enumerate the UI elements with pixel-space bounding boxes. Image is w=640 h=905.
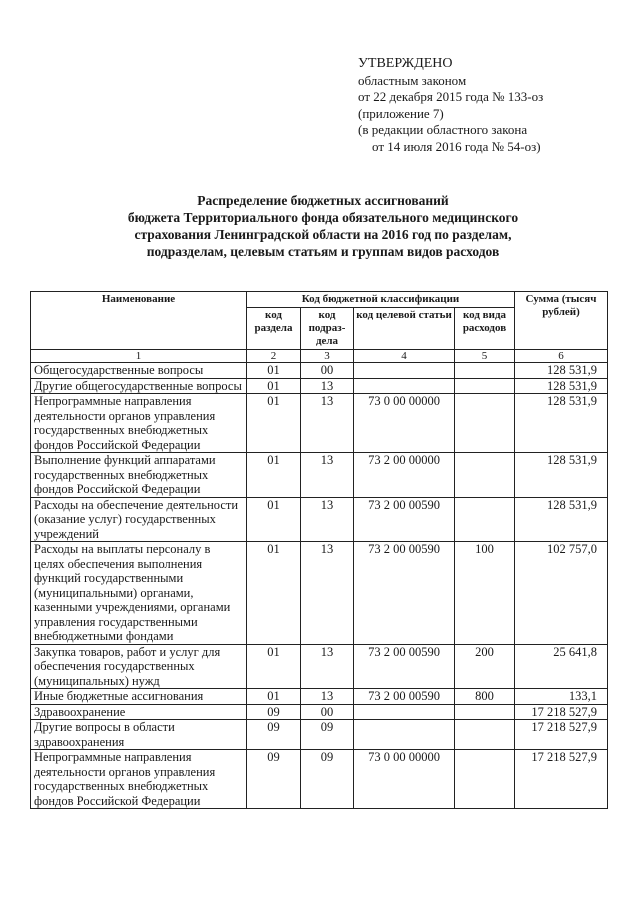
- cell-name: Закупка товаров, работ и услуг для обеспечения государственных (муниципальных) нужд: [31, 644, 247, 689]
- cell-name: Выполнение функций аппаратами государственных внебюджетных фондов Российской Федерации: [31, 453, 247, 498]
- cell-section: 01: [247, 542, 301, 645]
- cell-expense: [455, 497, 515, 542]
- table-row: [31, 689, 608, 705]
- cell-name: Иные бюджетные ассигнования: [31, 689, 247, 705]
- approval-line: (приложение 7): [358, 105, 444, 121]
- header-name: Наименование: [31, 292, 247, 350]
- cell-name: Непрограммные направления деятельности органов управления государственных внебюджетных фондов Российской Федерации: [31, 394, 247, 453]
- approval-stamp: [358, 56, 543, 155]
- title-line: страхования Ленинградской области на 2016 год по разделам,: [134, 227, 512, 242]
- header-classification: Код бюджетной классификации: [247, 292, 515, 308]
- cell-sum: 133,1: [515, 689, 608, 705]
- cell-expense: [455, 394, 515, 453]
- cell-sum: 128 531,9: [515, 363, 608, 379]
- title-line: подразделам, целевым статьям и группам видов расходов: [146, 244, 500, 259]
- cell-subsection: 13: [301, 378, 354, 394]
- table-row: [31, 704, 608, 720]
- table-body: [31, 363, 608, 809]
- table-row: [31, 378, 608, 394]
- cell-target: 73 2 00 00590: [354, 689, 455, 705]
- table-row: [31, 453, 608, 498]
- cell-subsection: 13: [301, 689, 354, 705]
- table-row: [31, 394, 608, 453]
- cell-name: Общегосударственные вопросы: [31, 363, 247, 379]
- column-number: 5: [455, 350, 515, 363]
- cell-sum: 128 531,9: [515, 497, 608, 542]
- cell-name: Здравоохранение: [31, 704, 247, 720]
- title-line: бюджета Территориального фонда обязательного медицинского: [127, 210, 519, 225]
- cell-section: 01: [247, 644, 301, 689]
- approval-line: от 22 декабря 2015 года № 133-оз: [358, 89, 544, 104]
- table-row: [31, 720, 608, 750]
- cell-name: Расходы на обеспечение деятельности (оказание услуг) государственных учреждений: [31, 497, 247, 542]
- cell-subsection: 13: [301, 542, 354, 645]
- cell-subsection: 00: [301, 704, 354, 720]
- cell-target: 73 0 00 00000: [354, 394, 455, 453]
- cell-sum: 128 531,9: [515, 378, 608, 394]
- approval-line: (в редакции областного закона: [358, 122, 528, 137]
- approval-heading: УТВЕРЖДЕНО: [358, 56, 453, 71]
- budget-table: [30, 291, 608, 809]
- table-row: [31, 497, 608, 542]
- cell-subsection: 09: [301, 750, 354, 809]
- column-number: 1: [31, 350, 247, 363]
- cell-sum: 17 218 527,9: [515, 750, 608, 809]
- cell-target: 73 0 00 00000: [354, 750, 455, 809]
- cell-section: 01: [247, 497, 301, 542]
- cell-section: 01: [247, 378, 301, 394]
- cell-target: [354, 720, 455, 750]
- cell-expense: [455, 720, 515, 750]
- cell-expense: [455, 378, 515, 394]
- column-number: 6: [515, 350, 608, 363]
- column-number: 4: [354, 350, 455, 363]
- cell-subsection: 13: [301, 497, 354, 542]
- table-row: [31, 363, 608, 379]
- cell-section: 01: [247, 394, 301, 453]
- cell-section: 01: [247, 453, 301, 498]
- cell-target: 73 2 00 00590: [354, 542, 455, 645]
- cell-section: 01: [247, 363, 301, 379]
- cell-section: 09: [247, 720, 301, 750]
- column-number: 2: [247, 350, 301, 363]
- cell-target: [354, 363, 455, 379]
- cell-name: Расходы на выплаты персоналу в целях обеспечения выполнения функций государственными (муниципальными) органами, казенными учреждениями, органами управления государственными внебюджетными фондами: [31, 542, 247, 645]
- table-row: [31, 750, 608, 809]
- cell-expense: [455, 750, 515, 809]
- cell-expense: 800: [455, 689, 515, 705]
- cell-section: 09: [247, 704, 301, 720]
- cell-subsection: 13: [301, 644, 354, 689]
- cell-subsection: 13: [301, 394, 354, 453]
- cell-expense: [455, 704, 515, 720]
- cell-sum: 17 218 527,9: [515, 704, 608, 720]
- approval-line: от 14 июля 2016 года № 54-оз): [372, 138, 541, 154]
- cell-expense: 100: [455, 542, 515, 645]
- cell-subsection: 09: [301, 720, 354, 750]
- cell-target: 73 2 00 00000: [354, 453, 455, 498]
- document-title: [60, 192, 586, 260]
- cell-target: [354, 704, 455, 720]
- cell-sum: 128 531,9: [515, 394, 608, 453]
- cell-sum: 128 531,9: [515, 453, 608, 498]
- column-number-row: [31, 350, 608, 363]
- header-target: код целевой статьи: [354, 308, 455, 350]
- cell-name: Другие общегосударственные вопросы: [31, 378, 247, 394]
- cell-sum: 17 218 527,9: [515, 720, 608, 750]
- cell-section: 09: [247, 750, 301, 809]
- cell-name: Непрограммные направления деятельности органов управления государственных внебюджетных фондов Российской Федерации: [31, 750, 247, 809]
- header-sum: Сумма (тысяч рублей): [515, 292, 608, 350]
- header-expense: код вида расходов: [455, 308, 515, 350]
- cell-subsection: 00: [301, 363, 354, 379]
- title-line: Распределение бюджетных ассигнований: [197, 193, 449, 208]
- cell-target: [354, 378, 455, 394]
- header-subsection: код подраз-дела: [301, 308, 354, 350]
- cell-section: 01: [247, 689, 301, 705]
- table-row: [31, 542, 608, 645]
- cell-target: 73 2 00 00590: [354, 497, 455, 542]
- column-number: 3: [301, 350, 354, 363]
- header-section: код раздела: [247, 308, 301, 350]
- cell-sum: 25 641,8: [515, 644, 608, 689]
- cell-expense: [455, 453, 515, 498]
- cell-expense: 200: [455, 644, 515, 689]
- cell-expense: [455, 363, 515, 379]
- cell-name: Другие вопросы в области здравоохранения: [31, 720, 247, 750]
- approval-line: областным законом: [358, 72, 467, 88]
- cell-target: 73 2 00 00590: [354, 644, 455, 689]
- cell-subsection: 13: [301, 453, 354, 498]
- cell-sum: 102 757,0: [515, 542, 608, 645]
- table-row: [31, 644, 608, 689]
